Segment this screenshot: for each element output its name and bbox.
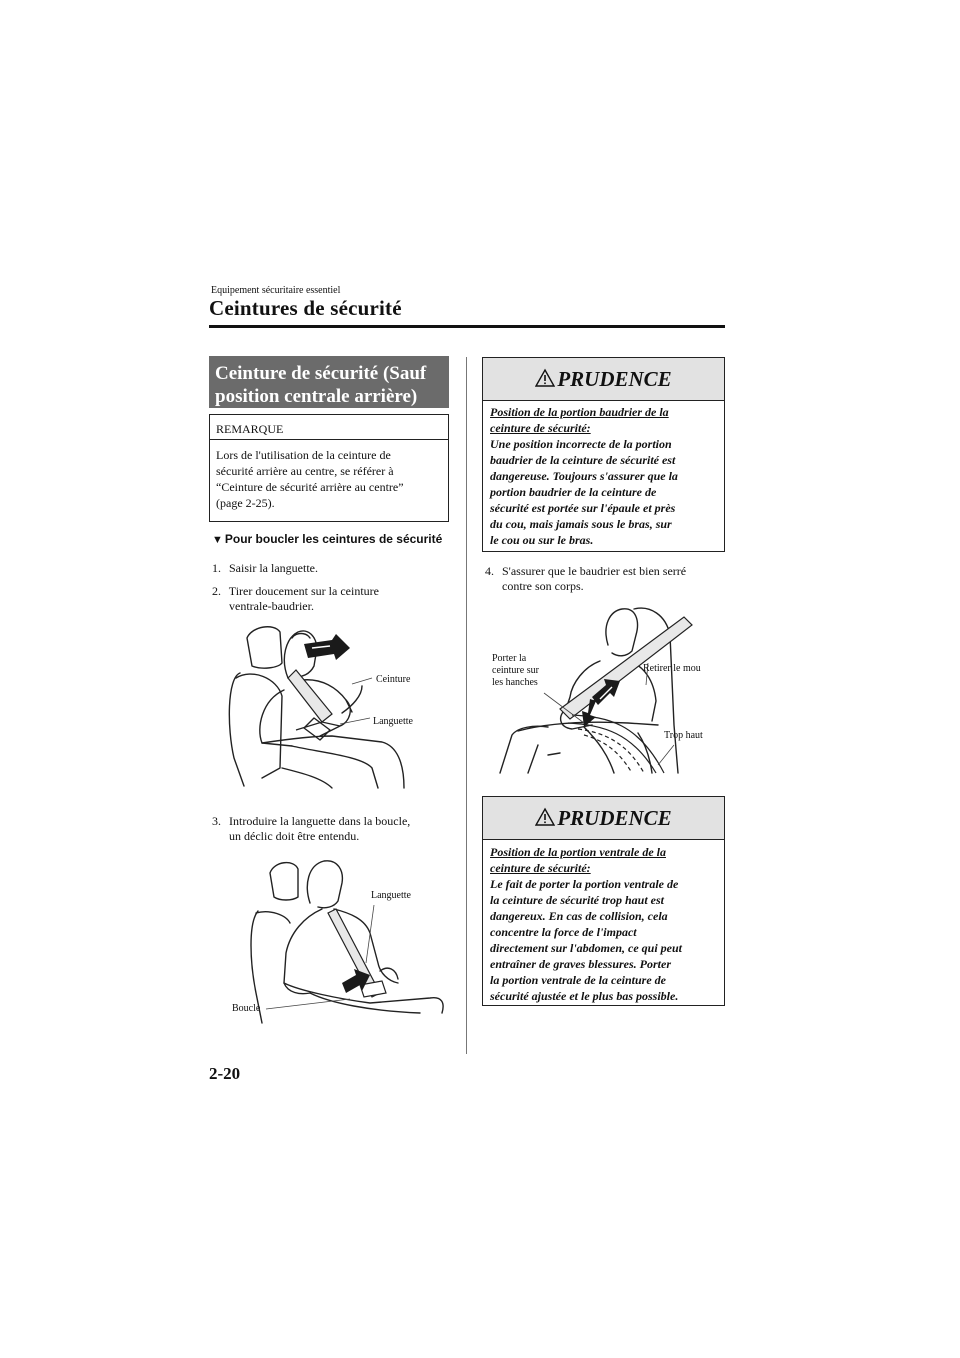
note-box	[209, 414, 449, 522]
caution-title-text: PRUDENCE	[557, 367, 672, 391]
figure-proper-position	[488, 605, 720, 777]
section-heading-line: position centrale arrière)	[215, 386, 418, 407]
page-title: Ceintures de sécurité	[209, 296, 402, 320]
caution-heading: ceinture de sécurité:	[490, 421, 591, 435]
caution-line: concentre la force de l'impact	[490, 925, 637, 939]
caution-line: dangereuse. Toujours s'assurer que la	[490, 469, 678, 483]
column-divider	[466, 357, 467, 1054]
figure-label-line: Porter la	[492, 653, 527, 664]
step-number: 2.	[212, 584, 221, 598]
note-heading: REMARQUE	[210, 415, 448, 440]
caution-header	[483, 797, 724, 840]
note-line: Lors de l'utilisation de la ceinture de	[216, 448, 391, 462]
step-text: S'assurer que le baudrier est bien serré	[502, 564, 687, 578]
caution-heading: ceinture de sécurité:	[490, 861, 591, 875]
step-text: Tirer doucement sur la ceinture	[228, 584, 379, 598]
caution-line: portion baudrier de la ceinture de	[490, 485, 657, 499]
figure-label-hips	[492, 653, 539, 689]
caution-text	[490, 844, 718, 1004]
title-rule	[209, 325, 725, 328]
subheading-text: Pour boucler les ceintures de sécurité	[224, 532, 443, 546]
figure-label-tongue: Languette	[373, 716, 413, 727]
step-text-continued: un déclic doit être entendu.	[229, 829, 360, 843]
caution-line: baudrier de la ceinture de sécurité est	[490, 453, 676, 467]
triangle-bullet-icon: ▼	[212, 534, 223, 546]
step-3	[212, 814, 462, 844]
caution-line: le cou ou sur le bras.	[490, 533, 594, 547]
note-line: (page 2-25).	[216, 496, 275, 510]
figure-label-slack: Retirer le mou	[643, 663, 701, 674]
caution-box-shoulder	[482, 357, 725, 552]
section-heading-line: Ceinture de sécurité (Sauf	[215, 363, 427, 384]
step-number: 4.	[485, 564, 494, 578]
section-label: Equipement sécuritaire essentiel	[211, 285, 341, 296]
figure-label-too-high: Trop haut	[664, 730, 703, 741]
caution-line: du cou, mais jamais sous le bras, sur	[490, 517, 672, 531]
caution-line: entraîner de graves blessures. Porter	[490, 957, 671, 971]
caution-line: la portion ventrale de la ceinture de	[490, 973, 666, 987]
caution-box-lap	[482, 796, 725, 1006]
step-1	[212, 561, 452, 576]
step-text: Introduire la languette dans la boucle,	[229, 814, 411, 828]
caution-line: la ceinture de sécurité trop haut est	[490, 893, 664, 907]
caution-heading: Position de la portion ventrale de la	[490, 845, 666, 859]
warning-triangle-icon	[535, 368, 555, 388]
figure-pull-belt	[222, 618, 452, 790]
caution-heading: Position de la portion baudrier de la	[490, 405, 669, 419]
step-text-continued: ventrale-baudrier.	[229, 599, 314, 613]
caution-line: sécurité est portée sur l'épaule et près	[490, 501, 676, 515]
caution-line: Le fait de porter la portion ventrale de	[490, 877, 679, 891]
note-line: “Ceinture de sécurité arrière au centre”	[216, 480, 404, 494]
figure-insert-tongue	[230, 853, 455, 1025]
figure-label-tongue: Languette	[371, 890, 411, 901]
step-text: Saisir la languette.	[229, 561, 318, 575]
step-number: 3.	[212, 814, 221, 828]
note-text	[216, 447, 446, 511]
caution-title	[535, 367, 671, 392]
figure-label-buckle: Boucle	[232, 1003, 261, 1014]
step-number: 1.	[212, 561, 221, 575]
seated-person-illustration	[222, 618, 452, 790]
caution-line: sécurité ajustée et le plus bas possible.	[490, 989, 679, 1003]
subheading	[212, 532, 442, 546]
caution-line: Une position incorrecte de la portion	[490, 437, 672, 451]
step-4	[485, 564, 730, 594]
caution-line: directement sur l'abdomen, ce qui peut	[490, 941, 682, 955]
figure-label-line: ceinture sur	[492, 665, 539, 676]
belt-position-illustration	[488, 605, 720, 777]
figure-label-line: les hanches	[492, 677, 538, 688]
figure-label-belt: Ceinture	[376, 674, 411, 685]
page-number: 2-20	[209, 1064, 241, 1083]
step-2	[212, 584, 452, 614]
caution-title	[535, 806, 671, 831]
caution-title-text: PRUDENCE	[557, 806, 672, 830]
caution-line: dangereux. En cas de collision, cela	[490, 909, 668, 923]
warning-triangle-icon	[535, 807, 555, 827]
step-text-continued: contre son corps.	[502, 579, 584, 593]
note-line: sécurité arrière au centre, se référer à	[216, 464, 394, 478]
seated-person-buckle-illustration	[230, 853, 455, 1025]
section-heading-box	[209, 356, 449, 408]
caution-text	[490, 404, 718, 548]
caution-header	[483, 358, 724, 401]
